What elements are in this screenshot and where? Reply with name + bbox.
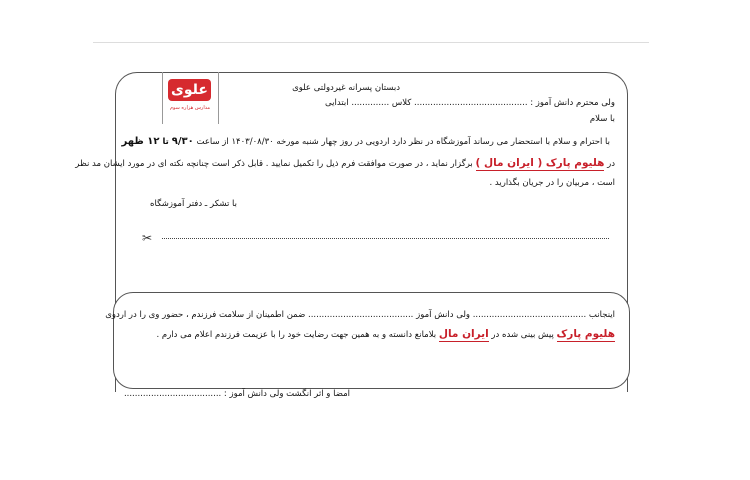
consent-line-2 xyxy=(157,328,615,341)
letter-line-2 xyxy=(75,157,615,170)
time-to: ۱۲ ظهر xyxy=(121,136,160,147)
place-helium-park: هلیوم پارک xyxy=(556,328,615,340)
letter-line-3: است ، مربیان را در جریان بگذارید . xyxy=(489,178,615,188)
letter-line-1 xyxy=(122,136,610,148)
letter-line-2-suffix: برگزار نماید ، در صورت موافقت فرم ذیل را تکمیل نمایید . قابل ذکر است چنانچه نکته ای در مورد ایشان مد نظر xyxy=(75,159,476,169)
time-to-prefix: تا xyxy=(159,137,172,147)
school-logo: علوی xyxy=(168,79,211,101)
letter-line-1-text: با احترام و سلام با استحضار می رساند آموزشگاه در نظر دارد اردویی در روز چهار شنبه مورخه ۱۴۰۳/۰۸/۳۰ از ساعت xyxy=(193,137,610,147)
scissors-icon: ✂ xyxy=(142,231,153,245)
parent-line: ولی محترم دانش آموز : .......................................... کلاس .............. ابتدایی xyxy=(325,98,615,108)
signature-field[interactable]: امضا و اثر انگشت ولی دانش آموز : .................................... xyxy=(123,389,350,399)
consent-line-1: اینجانب .......................................... ولی دانش آموز ....................................... ضمن اطمینان از سلامت فرزندم ، حضور وی را در اردوی xyxy=(105,310,615,320)
letter-signature: با تشکر ـ دفتر آموزشگاه xyxy=(150,199,237,209)
consent-line-2-mid: پیش بینی شده در xyxy=(488,330,557,340)
place-iran-mall: ایران مال xyxy=(438,328,489,340)
letter-line-2-prefix: در xyxy=(604,159,615,169)
greeting: با سلام xyxy=(589,114,615,124)
school-name: دبستان پسرانه غیردولتی علوی xyxy=(292,83,400,93)
consent-line-2-suffix: بلامانع دانسته و به همین جهت رضایت خود را با عزیمت فرزندم اعلام می دارم . xyxy=(156,330,439,340)
time-from: ۹/۳۰ xyxy=(171,136,194,147)
top-divider xyxy=(93,42,649,43)
trip-location: هلیوم پارک ( ایران مال ) xyxy=(475,157,605,169)
cut-line xyxy=(162,238,609,240)
logo-subtitle: مدارس هزاره سوم xyxy=(169,105,211,111)
